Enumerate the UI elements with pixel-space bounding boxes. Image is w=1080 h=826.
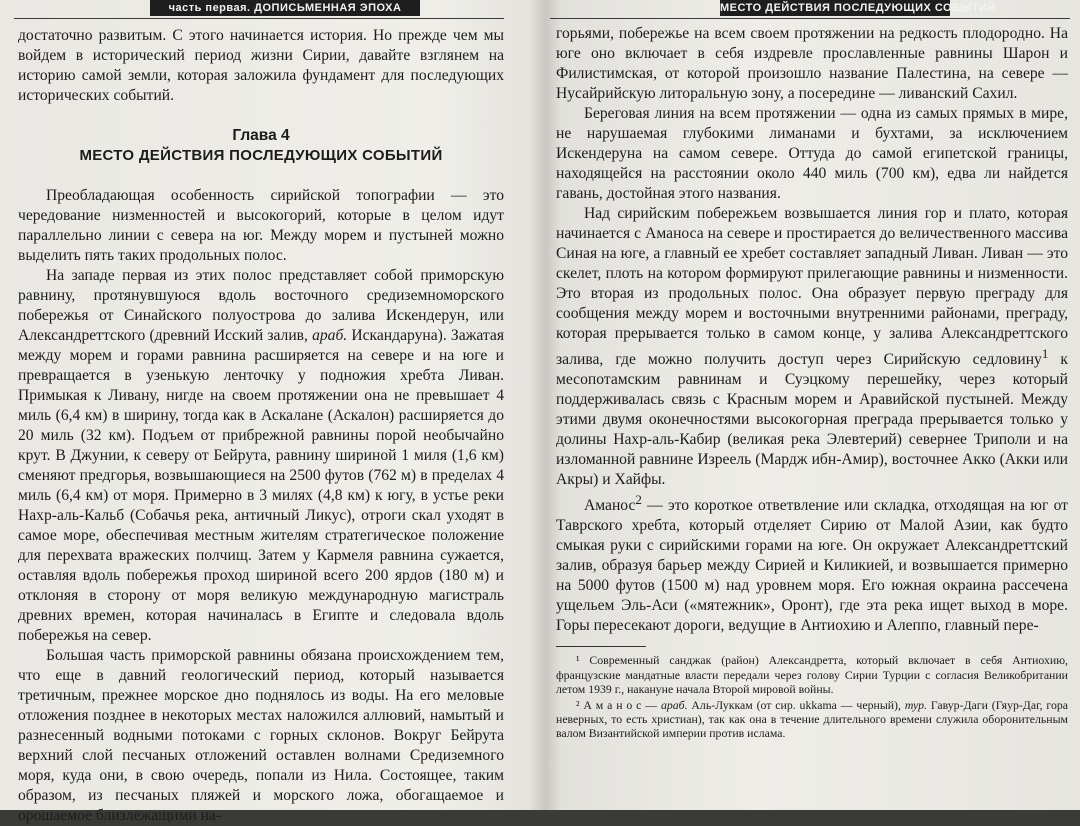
body-paragraph: Аманос$^2$ — это короткое ответвление или складка, отходящая на юг от Таврского хребта, который отделяет Сирию от Малой Азии, как будто смыкая руки с сирийскими горами на юге. Он окружает Александреттский залив, образуя барьер между Сирией и Киликией, и возвышается примерно на 5000 футов (1500 м) над уровнем моря. Его южная окраина рассечена ущельем Эль-Аси («мятежник», Оронт), где эта река ищет выход в море. Горы пересекают дороги, ведущие в Антиохию и Алеппо, главный пере- <box>556 492 1068 635</box>
footnote-rule <box>556 646 646 647</box>
footnotes <box>556 653 1068 740</box>
intro-paragraph: достаточно развитым. С этого начинается история. Но прежде чем мы войдем в исторический период жизни Сирии, давайте взглянем на историю самой земли, которая заложила фундамент для последующих исторических событий. <box>18 27 504 104</box>
continuation-paragraph: горьями, побережье на всем своем протяжении на редкость плодородно. На юге оно включает в себя издревле прославленные равнины Шарон и Филистимская, от которой произошло название Палестина, на севере — Нусайрийскую литоральную зону, а посередине — ливанский Сахил. <box>556 25 1068 102</box>
right-page <box>540 0 1080 810</box>
left-running-head: часть первая. ДОПИСЬМЕННАЯ ЭПОХА <box>150 0 420 16</box>
header-rule <box>550 18 1070 19</box>
right-running-head: МЕСТО ДЕЙСТВИЯ ПОСЛЕДУЮЩИХ СОБЫТИЙ <box>720 2 996 14</box>
footnote-2: ² А м а н о с — араб. Аль-Луккам (от сир. ukkama — черный), тур. Гавур-Даги (Гяур-Даг, гора неверных, то есть христиан), так как она в течение длительного времени служила оборонительным валом Византийской империи против ислама. <box>556 697 1068 741</box>
footnote-marker: 1 <box>1041 346 1049 361</box>
body-paragraph: Береговая линия на всем протяжении — одна из самых прямых в мире, не нарушаемая глубокими лиманами и бухтами, за исключением Искендеруна на самом севере. Оттуда до самой египетской границы, находящейся на расстоянии около 440 миль (700 км), едва ли найдется гавань, достойная этого названия. <box>556 105 1068 202</box>
chapter-number: Глава 4 <box>232 127 290 144</box>
footnote-1: ¹ Современный санджак (район) Александретта, который включает в себя Антиохию, французские мандатные власти передали через голову Сирии Турции с согласия Великобритании летом 1939 г., накануне начала Второй мировой войны. <box>556 653 1068 697</box>
header-rule <box>14 18 504 19</box>
left-page-text <box>18 26 504 826</box>
chapter-title: МЕСТО ДЕЙСТВИЯ ПОСЛЕДУЮЩИХ СОБЫТИЙ <box>79 147 443 164</box>
body-paragraph: На западе первая из этих полос представляет собой приморскую равнину, протянувшуюся вдоль восточного средиземноморского побережья от Синайского полуострова до залива Искендерун, или Александреттского (древний Исский залив, араб. Искандаруна). Зажатая между морем и горами равнина расширяется на севере и на юге и превращается в узенькую ленточку у подножия хребта Ливан. Примыкая к Ливану, нигде на своем протяжении она не превышает 4 миль (6,4 км) в ширину, тогда как в Аскалане (Аскалон) расширяется до 20 миль (32 км). Подъем от прибрежной равнины порой необычайно крут. В Джунии, к северу от Бейрута, равнину шириной 1 миля (1,6 км) сменяют предгорья, возвышающиеся на 2500 футов (762 м) в пределах 4 миль (6,4 км) от моря. Примерно в 3 милях (4,8 км) к югу, в устье реки Нахр-аль-Кальб (Собачья река, античный Ликус), отроги скал уходят в самое море, обеспечивая местным жителям стратегическое положение для перехвата вражеских полчищ. Затем у Кармеля равнина сужается, оставляя вдоль побережья проход шириной всего 200 ярдов (180 м) и отклоняя в сторону от моря великую международную магистраль древних времен, которая начиналась в Египте и следовала вдоль побережья на север. <box>18 267 505 644</box>
footnote-marker: 2 <box>635 492 642 508</box>
left-page <box>0 0 520 824</box>
right-page-text <box>556 24 1068 741</box>
body-paragraph: Над сирийским побережьем возвышается линия гор и плато, которая начинается с Аманоса на севере и простирается до величественного массива Синая на юге, а главный ее хребет составляет западный Ливан. Ливан — это скелет, плоть на котором формируют прилегающие равнины и низменности. Это вторая из продольных полос. Она образует первую преграду для сообщения между морем и восточными внутренними районами, преграду, которая прерывается только в самом конце, у залива Александреттского залива, где можно получить доступ через Сирийскую седловину$^1$ к месопотамским равнинам и Суэцкому перешейку, через который поддерживалась связь с Красным морем и Аравийской пустыней. Между этими двумя оконечностями высокогорная преграда прерывается только у долины Нахр-аль-Кабир (великая река Элевтерий) севернее Триполи и на изломанной равнине Изреель (Мардж ибн-Амир), восточнее Акко (Акки или Акры) и Хайфы. <box>556 205 1068 489</box>
body-paragraph: Преобладающая особенность сирийской топографии — это чередование низменностей и высокогорий, которые в целом идут параллельно линии с севера на юг. Между морем и пустыней можно выделить пять таких продольных полос. <box>18 187 504 264</box>
body-paragraph: Большая часть приморской равнины обязана происхождением тем, что еще в давний геологический период, который называется третичным, прежнее морское дно поднялось из воды. На его меловые отложения позднее в некоторых местах наложился аллювий, намытый и разнесенный водными потоками с горных склонов. Вокруг Бейрута верхний слой песчаных отложений оставлен волнами Средиземного моря, куда они, в свою очередь, попали из Нила. Состоящее, таким образом, из песчаных пляжей и морского ложа, обогащаемое и орошаемое близлежащими на- <box>18 647 504 824</box>
